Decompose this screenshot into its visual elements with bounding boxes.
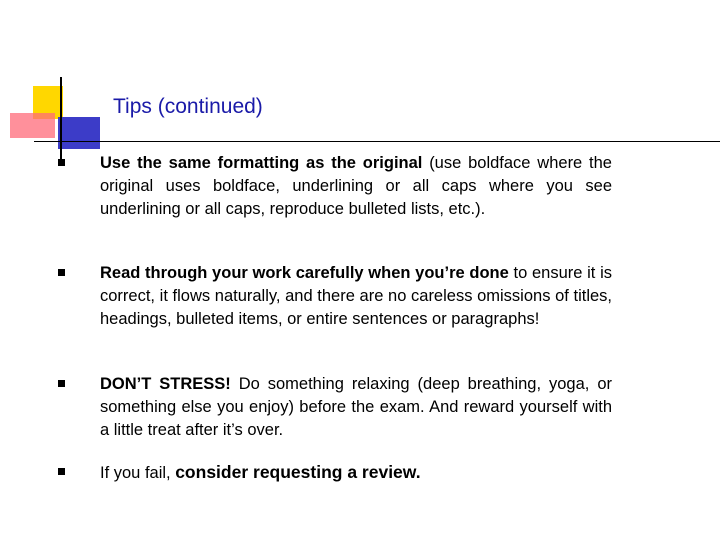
bullet-bold-text: Use the same formatting as the original	[100, 154, 423, 172]
bullet-text	[100, 152, 612, 221]
decor-vertical-line	[60, 77, 62, 162]
bullet-square-icon	[58, 468, 65, 475]
bullet-rest-text: (use boldface where the original uses boldface, underlining or all caps where you see underlining or all caps, reproduce bulleted lists, etc.).	[100, 154, 612, 218]
bullet-lead-text: If you fail,	[100, 464, 176, 482]
bullet-rest-text: to ensure it is correct, it flows naturally, and there are no careless omissions of titles, headings, bulleted items, or entire sentences or paragraphs!	[100, 264, 612, 328]
bullet-bold-text: Read through your work carefully when you’re done	[100, 264, 509, 282]
bullet-text	[100, 262, 612, 331]
bullet-text	[100, 373, 612, 442]
bullet-square-icon	[58, 159, 65, 166]
bullet-square-icon	[58, 380, 65, 387]
bullet-text	[100, 461, 612, 485]
bullet-bold-text: consider requesting a review.	[175, 462, 421, 482]
title-divider	[34, 141, 720, 142]
bullet-rest-text: Do something relaxing (deep breathing, yoga, or something else you enjoy) before the exam. And reward yourself with a little treat after it’s over.	[100, 375, 612, 439]
bullet-bold-text: DON’T STRESS!	[100, 375, 231, 393]
bullet-square-icon	[58, 269, 65, 276]
decor-blue-square	[58, 117, 100, 149]
decor-red-square	[10, 113, 55, 138]
slide-title: Tips (continued)	[113, 95, 263, 118]
